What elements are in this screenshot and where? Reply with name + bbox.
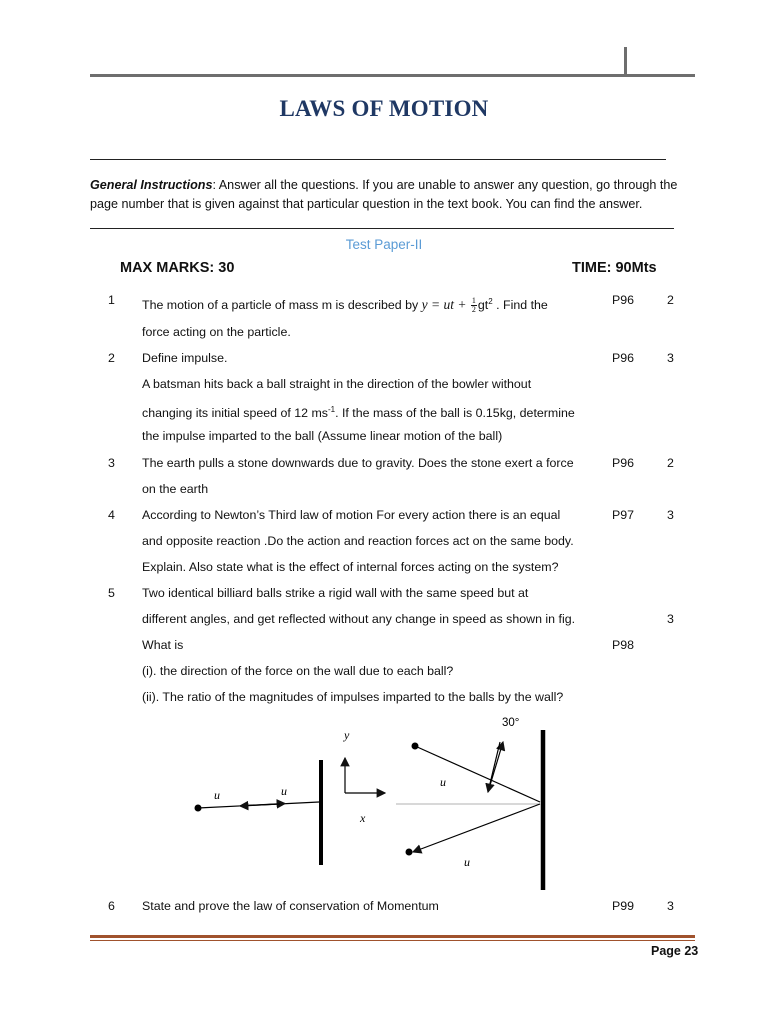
question-line: Explain. Also state what is the effect of internal forces acting on the system?: [142, 560, 559, 574]
question-line-part: changing its initial speed of 12 ms: [142, 406, 328, 421]
question-line: different angles, and get reflected without any change in speed as shown in fig.: [142, 612, 576, 626]
question-line: A batsman hits back a ball straight in the direction of the bowler without: [142, 377, 532, 391]
question-line-part: . If the mass of the ball is 0.15kg, determine: [335, 406, 575, 421]
header-rule-tick: [624, 47, 627, 75]
general-instructions: [90, 176, 690, 214]
question-line: [142, 397, 592, 426]
title-underline: [90, 159, 666, 160]
question-line: (ii). The ratio of the magnitudes of impulses imparted to the balls by the wall?: [142, 690, 564, 704]
angle-label: 30°: [502, 717, 520, 729]
velocity-label: u: [281, 784, 287, 798]
question-page-ref: P96: [612, 456, 635, 470]
equation-lhs: y = ut +: [421, 297, 467, 313]
instructions-text: : Answer all the questions. If you are unable to answer any question, go through the page number that is given against that particular question in the text book. You can find the answer.: [90, 178, 678, 211]
question-number: 5: [108, 586, 115, 600]
question-number: 3: [108, 456, 115, 470]
upper-ball-path: [415, 746, 540, 802]
question-text: [142, 289, 592, 318]
reflected-arrow: [488, 742, 500, 792]
instructions-label: General Instructions: [90, 178, 213, 192]
question-line: State and prove the law of conservation of Momentum: [142, 899, 439, 913]
max-marks: MAX MARKS: 30: [120, 260, 235, 276]
test-paper-subtitle: Test Paper-II: [345, 237, 423, 252]
question-marks: 3: [667, 508, 674, 522]
question-line: The earth pulls a stone downwards due to gravity. Does the stone exert a force: [142, 456, 574, 470]
question-page-ref: P97: [612, 508, 635, 522]
question-line: According to Newton’s Third law of motion For every action there is an equal: [142, 508, 561, 522]
question-number: 2: [108, 351, 115, 365]
velocity-label: u: [464, 855, 470, 869]
lower-ball: [406, 849, 413, 856]
velocity-label: u: [214, 788, 220, 802]
question-marks: 3: [667, 351, 674, 365]
question-page-ref: P96: [612, 351, 635, 365]
question-line: the impulse imparted to the ball (Assume linear motion of the ball): [142, 429, 503, 443]
question-line: on the earth: [142, 482, 209, 496]
equation-exponent: 2: [488, 297, 493, 306]
question-number: 4: [108, 508, 115, 522]
equation-fraction: [471, 297, 477, 314]
x-axis-label: x: [360, 811, 366, 825]
footer-rule-thin: [90, 940, 695, 941]
question-page-ref: P96: [612, 293, 635, 307]
velocity-label: u: [440, 775, 446, 789]
page-number: Page 23: [651, 944, 699, 958]
footer-rule: [90, 935, 695, 938]
header-rule: [90, 74, 695, 77]
billiard-ball-figure: [180, 710, 580, 895]
question-line: force acting on the particle.: [142, 325, 291, 339]
fraction-numerator: 1: [471, 296, 476, 306]
question-marks: 2: [667, 293, 674, 307]
question-page-ref: P99: [612, 899, 635, 913]
question-number: 6: [108, 899, 115, 913]
question-line: and opposite reaction .Do the action and reaction forces act on the same body.: [142, 534, 574, 548]
fraction-denominator: 2: [471, 305, 476, 315]
time-allowed: TIME: 90Mts: [572, 260, 657, 276]
question-marks: 3: [667, 899, 674, 913]
question-marks: 2: [667, 456, 674, 470]
equation-tail: gt: [477, 298, 489, 313]
question-number: 1: [108, 293, 115, 307]
unit-exponent: -1: [327, 405, 336, 414]
question-line: What is: [142, 638, 184, 652]
page-title: LAWS OF MOTION: [279, 96, 489, 121]
question-line: Define impulse.: [142, 351, 228, 365]
instructions-underline: [90, 228, 674, 229]
question-line: Two identical billiard balls strike a rigid wall with the same speed but at: [142, 586, 529, 600]
y-axis-label: y: [344, 728, 350, 742]
question-marks: 3: [667, 612, 674, 626]
question-page-ref: P98: [612, 638, 635, 652]
question-line: . Find the: [496, 298, 548, 313]
question-line: (i). the direction of the force on the wall due to each ball?: [142, 664, 454, 678]
lower-ball-path: [413, 804, 540, 852]
question-line: The motion of a particle of mass m is described by: [142, 298, 419, 313]
